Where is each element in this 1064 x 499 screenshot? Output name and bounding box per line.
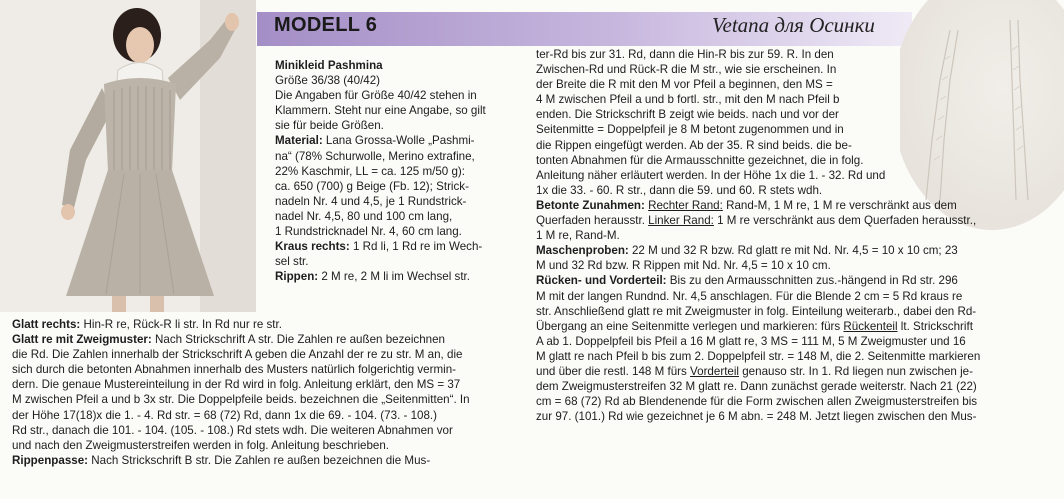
text-line xyxy=(536,273,1048,288)
text-line xyxy=(275,224,525,239)
text-line xyxy=(275,118,525,133)
text-span: tonten Abnahmen für die Armausschnitte gezeichnet, die in folg. xyxy=(536,153,864,167)
text-line xyxy=(275,133,525,148)
text-line xyxy=(536,409,1048,424)
text-line xyxy=(536,319,1048,334)
text-line xyxy=(536,183,1048,198)
text-line xyxy=(536,77,1048,92)
text-line xyxy=(536,62,1048,77)
text-span: Lana Grossa-Wolle „Pashmi- xyxy=(322,134,475,148)
text-line xyxy=(275,194,525,209)
text-span: 22 M und 32 R bzw. Rd glatt re mit Nd. Nr. 4,5 = 10 x 10 cm; 23 xyxy=(628,244,958,258)
text-span: Nach Strickschrift B str. Die Zahlen re außen bezeichnen die Mus- xyxy=(88,453,431,467)
text-span: Hin-R re, Rück-R li str. In Rd nur re str. xyxy=(80,318,282,331)
text-line xyxy=(275,103,525,118)
text-line xyxy=(275,58,525,73)
text-span: nadeln Nr. 4 und 4,5, je 1 Rundstrick- xyxy=(275,194,467,208)
text-span: 22% Kaschmir, LL = ca. 125 m/50 g): xyxy=(275,164,465,178)
text-span: str. Anschließend glatt re mit Zweigmuster in folg. Einteilung weiterarb., dabei den Rd- xyxy=(536,304,977,318)
section-heading: Betonte Zunahmen: xyxy=(536,198,645,212)
text-span: Die Angaben für Größe 40/42 stehen in xyxy=(275,89,477,103)
text-line xyxy=(275,179,525,194)
text-span: Größe 36/38 (40/42) xyxy=(275,74,381,88)
text-span: enden. Die Strickschrift B zeigt wie beids. nach und vor der xyxy=(536,108,839,122)
text-span: Klammern. Steht nur eine Angabe, so gilt xyxy=(275,104,486,118)
text-span: 1 Rd li, 1 Rd re im Wech- xyxy=(349,240,483,254)
section-heading: Minikleid Pashmina xyxy=(275,59,383,72)
text-line xyxy=(536,334,1048,349)
mid-text-column xyxy=(275,58,525,284)
text-span: sel str. xyxy=(275,255,309,269)
text-line xyxy=(275,209,525,224)
text-span: der Breite die R mit den M vor Pfeil a beginnen, den MS = xyxy=(536,78,833,92)
text-span: na“ (78% Schurwolle, Merino extrafine, xyxy=(275,149,475,163)
right-text-column xyxy=(536,47,1048,424)
text-span: der Höhe 17(18)x die 1. - 4. Rd str. = 68 (72) Rd, dann 1x die 69. - 104. (73. - 108.) xyxy=(12,408,438,422)
text-span: die Rd. Die Zahlen innerhalb der Strickschrift A geben die Anzahl der re zu str. M an, die xyxy=(12,348,463,362)
text-span: Linker Rand: xyxy=(648,214,714,228)
text-line xyxy=(536,107,1048,122)
text-span: 1 M re verschränkt aus dem Querfaden herausstr., xyxy=(713,214,977,228)
text-span: Nach Strickschrift A str. Die Zahlen re außen bezeichnen xyxy=(151,333,446,347)
text-span: dem Zweigmusterstreifen 32 M glatt re. Dann zunächst gerade weiterstr. Nach 21 (22) xyxy=(536,380,977,394)
text-span: Rd str., danach die 101. - 104. (105. - 108.) Rd stets wdh. Die weiteren Abnahmen vor xyxy=(12,423,453,437)
text-line xyxy=(536,304,1048,319)
model-photo xyxy=(0,0,256,312)
text-span: M mit der langen Rundnd. Nr. 4,5 anschlagen. Für die Blende 2 cm = 5 Rd kraus re xyxy=(536,289,963,303)
text-line xyxy=(536,228,1048,243)
model-title: MODELL 6 xyxy=(274,14,378,36)
text-line xyxy=(12,438,520,453)
text-span: Rückenteil xyxy=(843,319,898,333)
text-span: genauso str. In 1. Rd liegen nun zwischen je- xyxy=(739,364,973,378)
text-span: und nach den Zweigmusterstreifen werden in folg. Anleitung beschrieben. xyxy=(12,438,390,452)
text-span: cm = 68 (72) Rd ab Blendenende für die Form zwischen allen Zweigmusterstreifen bis xyxy=(536,395,978,409)
text-span: ca. 650 (700) g Beige (Fb. 12); Strick- xyxy=(275,179,469,193)
section-heading: Glatt re mit Zweigmuster: xyxy=(12,333,152,347)
text-line xyxy=(536,289,1048,304)
text-span: M zwischen Pfeil a und b 3x str. Die Doppelpfeile beids. bezeichnen die „Seitenmitten“. In xyxy=(12,393,470,407)
text-line xyxy=(536,349,1048,364)
text-span: 1 M re, Rand-M. xyxy=(536,229,620,243)
text-line xyxy=(536,243,1048,258)
text-line xyxy=(12,317,520,332)
text-line xyxy=(275,88,525,103)
text-line xyxy=(536,47,1048,62)
text-span: M glatt re nach Pfeil b bis zum 2. Doppelpfeil str. = 148 M, die 2. Seitenmitte markieren xyxy=(536,349,981,363)
text-span: ter-Rd bis zur 31. Rd, dann die Hin-R bis zur 59. R. In den xyxy=(536,48,834,61)
section-heading: Kraus rechts: xyxy=(275,240,350,254)
text-span: sie für beide Größen. xyxy=(275,119,384,133)
text-line xyxy=(12,362,520,377)
text-span: und über die restl. 148 M fürs xyxy=(536,364,691,378)
text-line xyxy=(12,423,520,438)
text-span: 1 Rundstricknadel Nr. 4, 60 cm lang. xyxy=(275,225,462,239)
text-span: sich durch die betonten Abnahmen innerhalb des Musters natürlich folgerichtig vermin- xyxy=(12,363,457,377)
section-heading: Rücken- und Vorderteil: xyxy=(536,274,667,288)
text-line xyxy=(536,153,1048,168)
section-heading: Rippenpasse: xyxy=(12,453,89,467)
text-line xyxy=(536,92,1048,107)
text-line xyxy=(275,269,525,284)
text-span: die Rippen eingefügt werden. Ab der 35. R sind beids. die be- xyxy=(536,138,852,152)
text-span: 2 M re, 2 M li im Wechsel str. xyxy=(318,270,470,284)
bottom-text-column xyxy=(12,317,520,468)
text-span: A ab 1. Doppelpfeil bis Pfeil a 16 M glatt re, 3 MS = 111 M, 5 M Zweigmuster und 16 xyxy=(536,334,966,348)
text-line xyxy=(12,377,520,392)
text-line xyxy=(536,122,1048,137)
text-span: 1x die 33. - 60. R str., dann die 59. und 60. R stets wdh. xyxy=(536,183,823,197)
text-span: Übergang an eine Seitenmitte verlegen und markieren: fürs xyxy=(536,319,844,333)
text-line xyxy=(275,73,525,88)
section-heading: Rippen: xyxy=(275,270,319,284)
text-span: 4 M zwischen Pfeil a und b fortl. str., mit den M nach Pfeil b xyxy=(536,93,840,107)
text-span: M und 32 Rd bzw. R Rippen mit Nd. Nr. 4,5 = 10 x 10 cm. xyxy=(536,259,831,273)
dress-illustration xyxy=(0,0,256,312)
text-line xyxy=(275,239,525,254)
text-line xyxy=(275,149,525,164)
text-line xyxy=(12,347,520,362)
text-span: Anleitung näher erläutert werden. In der Höhe 1x die 1. - 32. Rd und xyxy=(536,168,886,182)
text-span: Bis zu den Armausschnitten zus.-hängend in Rd str. 296 xyxy=(666,274,958,288)
text-line xyxy=(536,213,1048,228)
watermark: Vetana для Осинки xyxy=(712,13,875,37)
text-line xyxy=(12,453,520,468)
text-line xyxy=(12,408,520,423)
text-span: Rechter Rand: xyxy=(648,198,723,212)
text-line xyxy=(275,254,525,269)
text-line xyxy=(275,164,525,179)
text-line xyxy=(536,138,1048,153)
text-line xyxy=(536,364,1048,379)
text-line xyxy=(12,392,520,407)
text-span: Vorderteil xyxy=(690,364,740,378)
text-span: Querfaden herausstr. xyxy=(536,214,649,228)
text-line xyxy=(12,332,520,347)
text-span: Seitenmitte = Doppelpfeil je 8 M betont zugenommen und in xyxy=(536,123,844,137)
text-span: zur 97. (101.) Rd wie gezeichnet je 6 M abn. = 248 M. Jetzt liegen zwischen den Mus- xyxy=(536,410,977,424)
text-span: Rand-M, 1 M re, 1 M re verschränkt aus dem xyxy=(722,198,957,212)
text-span: Zwischen-Rd und Rück-R die M str., wie sie erscheinen. In xyxy=(536,63,837,77)
section-heading: Material: xyxy=(275,134,323,148)
text-line xyxy=(536,379,1048,394)
text-span: dern. Die genaue Mustereinteilung in der Rd wird in folg. Anleitung erklärt, den MS = 37 xyxy=(12,378,461,392)
text-span: nadel Nr. 4,5, 80 und 100 cm lang, xyxy=(275,209,453,223)
text-line xyxy=(536,168,1048,183)
text-line xyxy=(536,258,1048,273)
text-line xyxy=(536,394,1048,409)
text-span: lt. Strickschrift xyxy=(897,319,973,333)
section-heading: Glatt rechts: xyxy=(12,318,81,331)
text-line xyxy=(536,198,1048,213)
section-heading: Maschenproben: xyxy=(536,244,629,258)
